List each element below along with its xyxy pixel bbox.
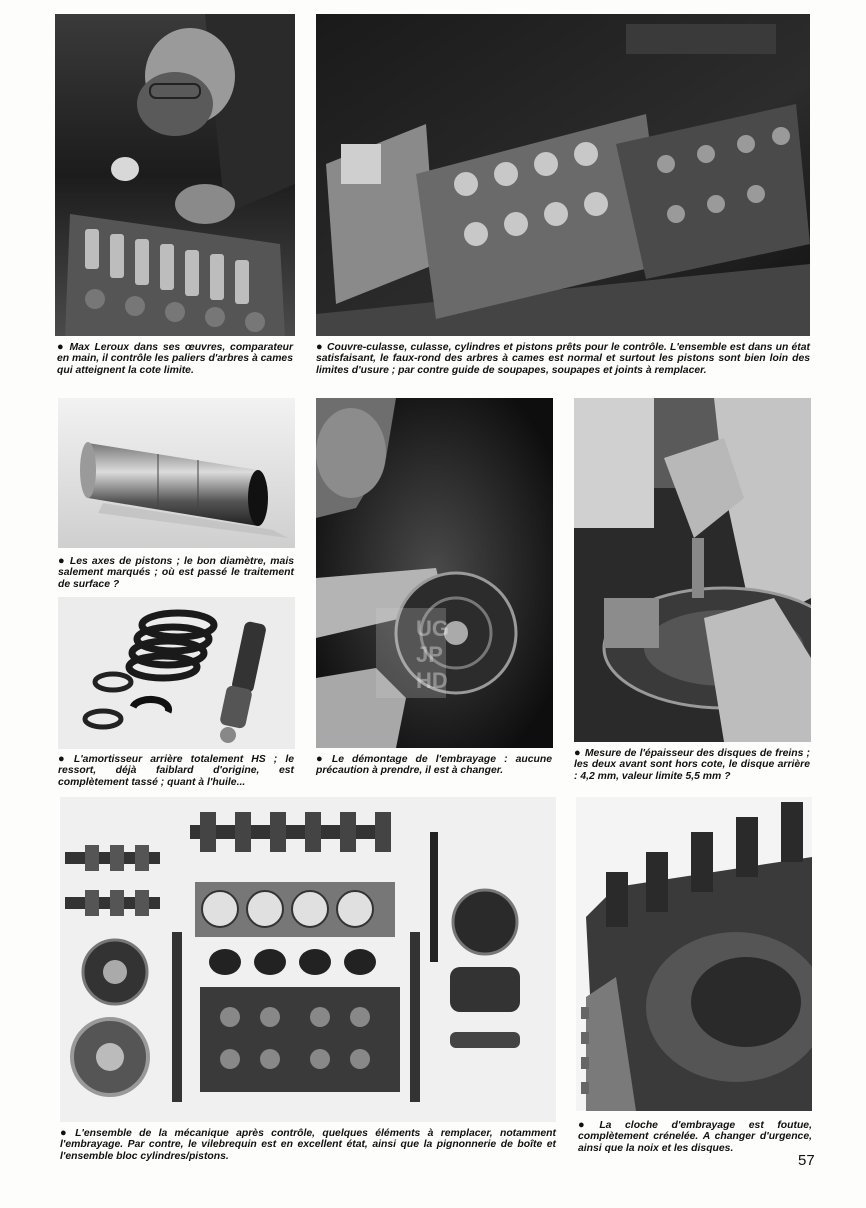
caption-couvre-culasse: ● Couvre-culasse, culasse, cylindres et pistons prêts pour le contrôle. L'ensemble est dans un état satisfaisant, le faux-rond des arbres à cames est normal et surtout les pistons sont bien loin des limites d'usure ; par contre guide de soupapes, soupapes et joints à remplacer. (316, 341, 810, 376)
watermark-line-1: UG (416, 616, 449, 641)
bullet-icon: ● (578, 1119, 596, 1131)
caption-ensemble: ● L'ensemble de la mécanique après contrôle, quelques éléments à remplacer, notamment l'embrayage. Par contre, le vilebrequin est en excellent état, ainsi que la pignonnerie de boîte et l'ensemble bloc cylindres/pistons. (60, 1127, 556, 1162)
photo-cloche-embrayage (576, 797, 812, 1111)
photo-disques (574, 398, 811, 742)
caption-axes-pistons: ● Les axes de pistons ; le bon diamètre, mais salement marqués ; où est passé le traitement de surface ? (58, 555, 294, 590)
photo-amortisseur (58, 597, 295, 749)
photo-max-leroux (55, 14, 295, 336)
bullet-icon: ● (316, 341, 323, 353)
photo-embrayage (316, 398, 553, 748)
page-number: 57 (798, 1152, 815, 1169)
watermark-line-2: JP (416, 642, 443, 667)
caption-max-leroux: ● Max Leroux dans ses œuvres, comparateur en main, il contrôle les paliers d'arbres à cames qui atteignent la cote limite. (57, 341, 293, 376)
watermark-line-3: HD (416, 668, 448, 693)
caption-cloche: ● La cloche d'embrayage est foutue, complètement crénelée. A changer d'urgence, ainsi que la noix et les disques. (578, 1119, 812, 1154)
caption-amortisseur: ● L'amortisseur arrière totalement HS ; le ressort, déjà faiblard d'origine, est complètement tassé ; quant à l'huile... (58, 753, 294, 788)
bullet-icon: ● (60, 1127, 72, 1139)
bullet-icon: ● (58, 555, 66, 567)
bullet-icon: ● (574, 747, 581, 759)
caption-disques: ● Mesure de l'épaisseur des disques de freins ; les deux avant sont hors cote, le disque arrière : 4,2 mm, valeur limite 5,5 mm ? (574, 747, 810, 782)
bullet-icon: ● (316, 753, 328, 765)
bullet-icon: ● (57, 341, 66, 353)
photo-axes-pistons (58, 398, 295, 548)
photo-couvre-culasse (316, 14, 810, 336)
bullet-icon: ● (58, 753, 70, 765)
photo-ensemble-mecanique (60, 797, 556, 1122)
caption-embrayage: ● Le démontage de l'embrayage : aucune précaution à prendre, il est à changer. (316, 753, 552, 777)
